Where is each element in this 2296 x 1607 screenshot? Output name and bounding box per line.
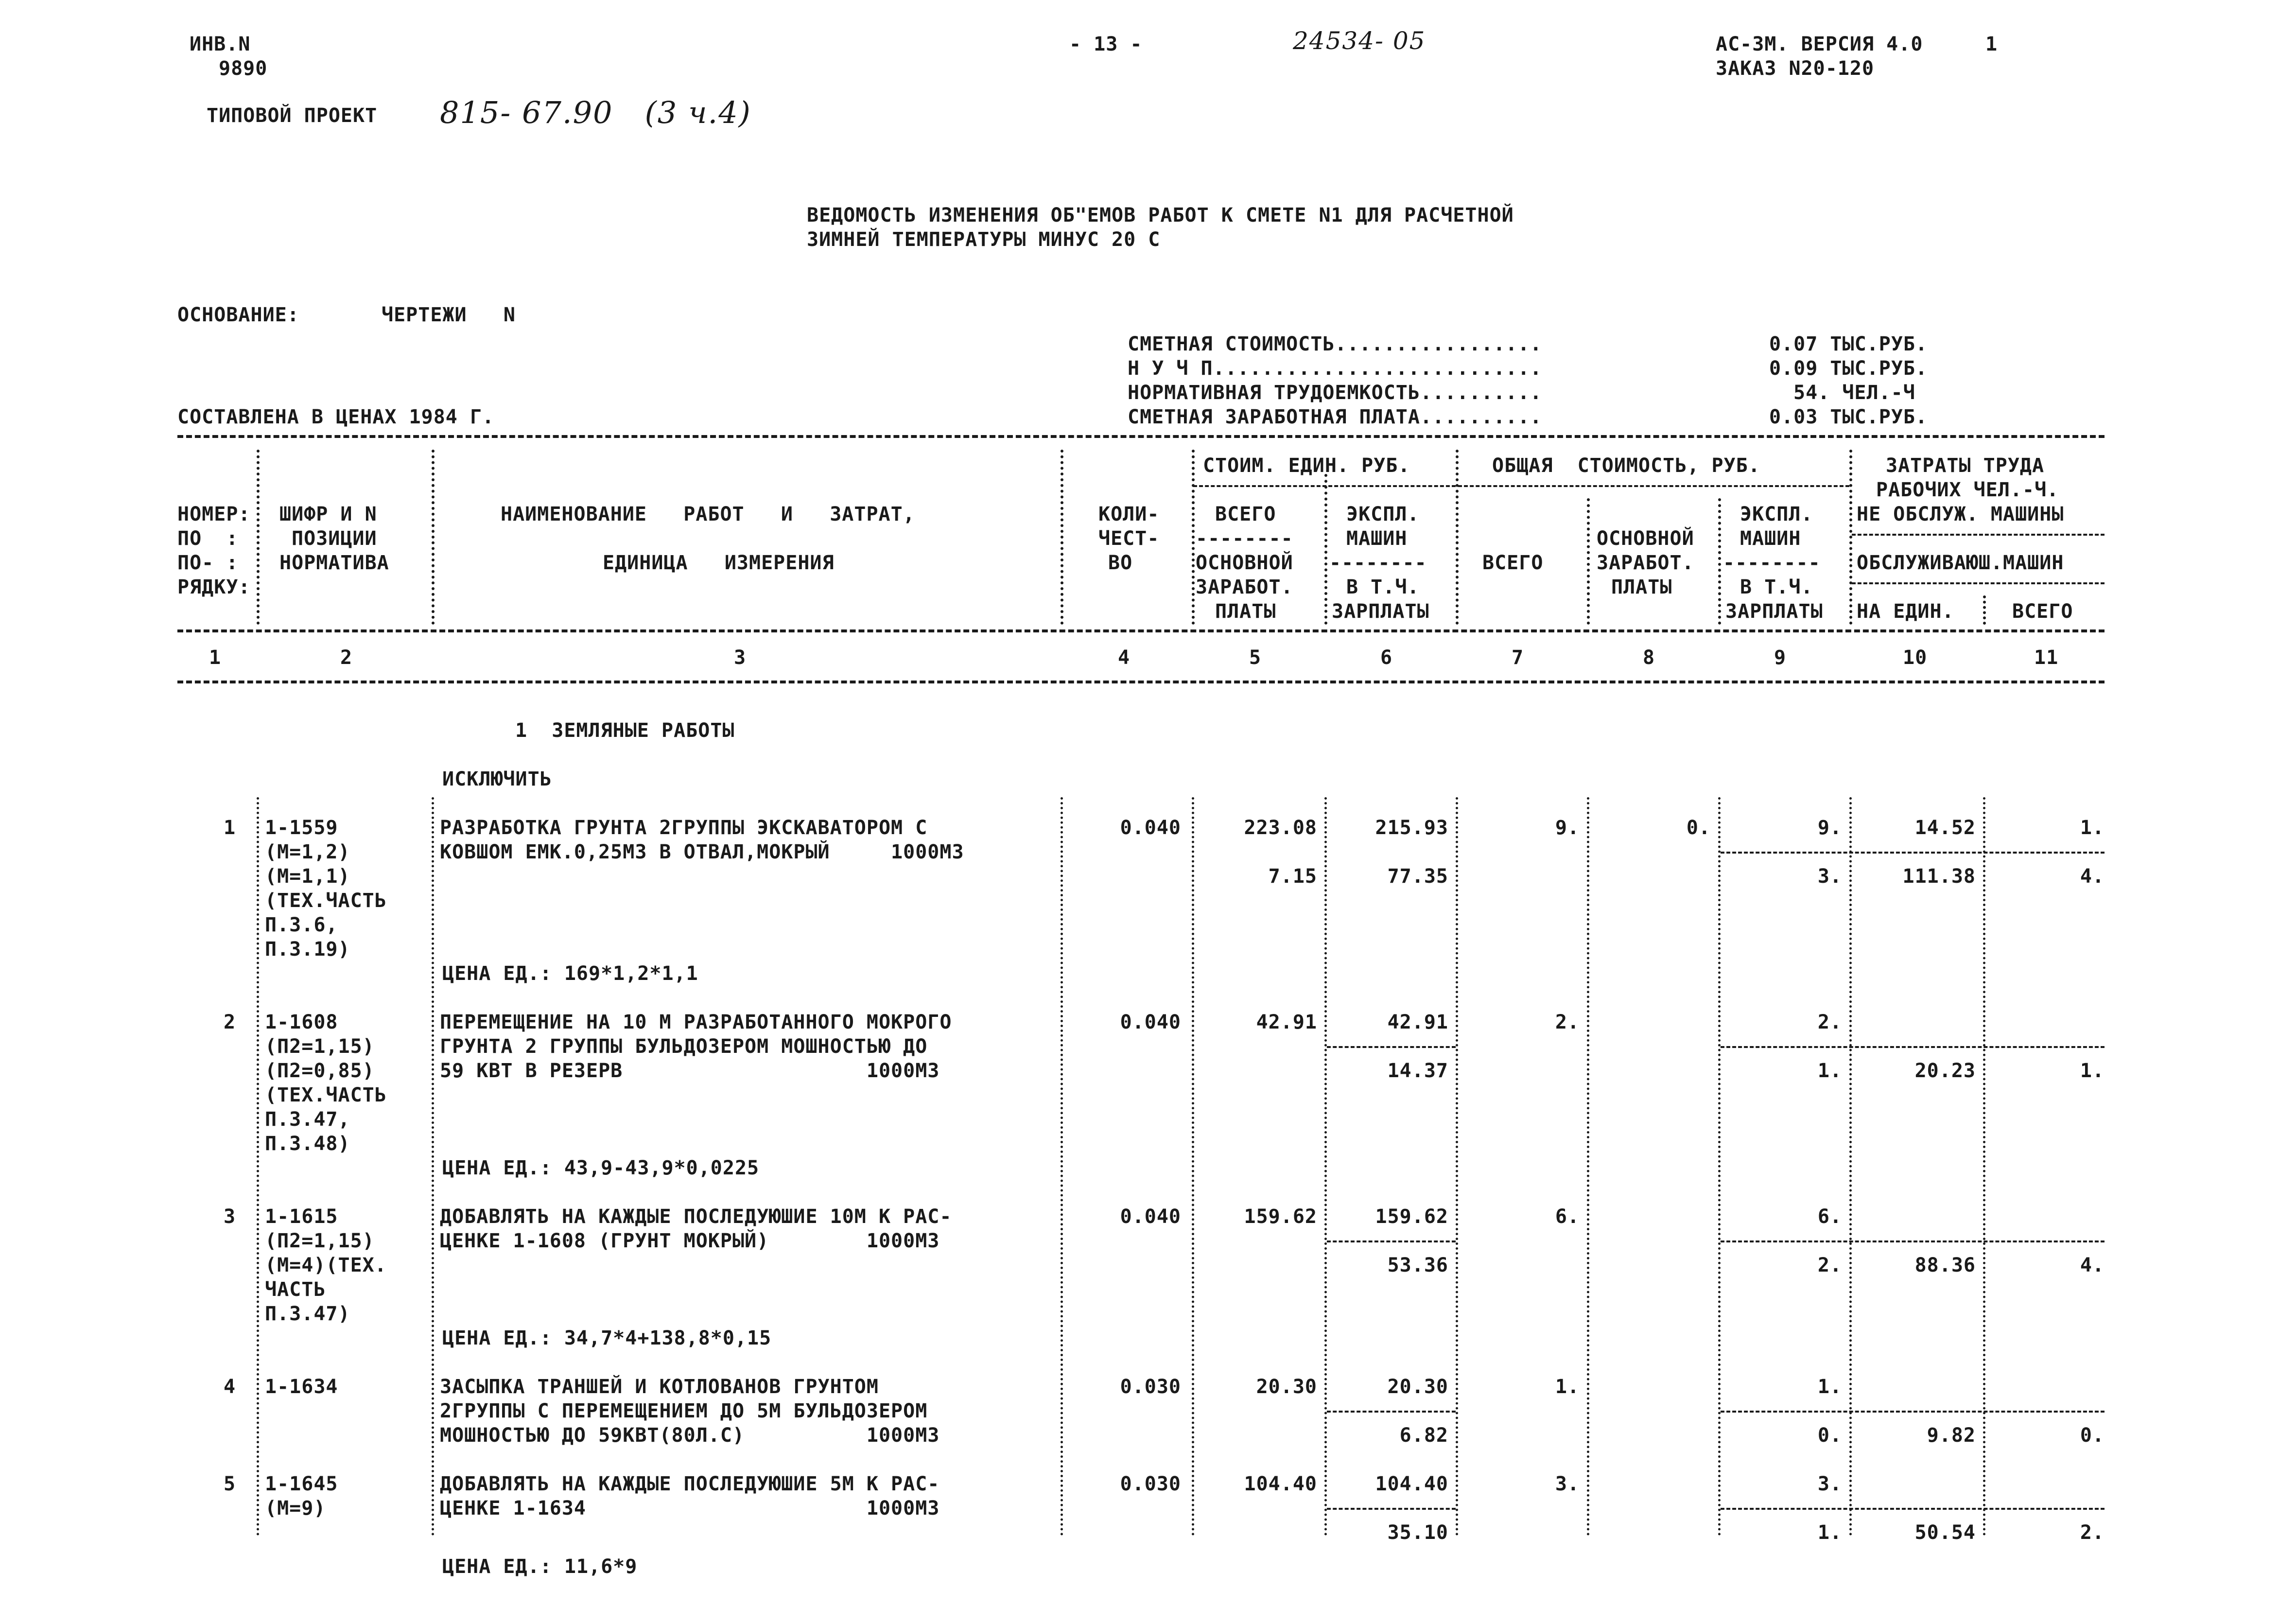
row-code: П.3.6, [265, 914, 338, 936]
column-number: 8 [1643, 646, 1655, 669]
row-code: (М=1,2) [265, 841, 350, 863]
row-code: (П2=0,85) [265, 1060, 375, 1082]
column-number: 10 [1903, 646, 1928, 669]
row-total: 1. [1555, 1376, 1580, 1398]
header-col1-line: ПО : [177, 527, 239, 550]
column-number: 1 [209, 646, 222, 669]
header-col6-line: В Т.Ч. [1346, 576, 1420, 598]
row-code: П.3.48) [265, 1133, 350, 1155]
sheet-number: 1 [1985, 33, 1998, 55]
row-work-name: 59 КВТ В РЕЗЕРВ 1000М3 [440, 1060, 940, 1082]
section-title: 1 ЗЕМЛЯНЫЕ РАБОТЫ [515, 719, 735, 742]
column-divider [1718, 797, 1721, 1536]
header-col5-line: ВСЕГО [1215, 503, 1276, 525]
column-divider [1456, 797, 1458, 1536]
column-number: 11 [2034, 646, 2059, 669]
row-code: П.3.47) [265, 1303, 350, 1325]
cell-divider [1721, 1240, 2105, 1242]
basis-label: ОСНОВАНИЕ: [177, 304, 299, 326]
row-code: ЧАСТЬ [265, 1278, 326, 1301]
row-number: 2 [224, 1011, 236, 1033]
header-col2-line: ПОЗИЦИИ [292, 527, 377, 550]
column-divider [1983, 797, 1985, 1536]
prices-label: СОСТАВЛЕНА В ЦЕНАХ 1984 Г. [177, 406, 495, 428]
column-number: 4 [1118, 646, 1131, 669]
row-code: 1-1645 [265, 1473, 338, 1495]
summary-value: 54. ЧЕЛ.-Ч [1793, 382, 1915, 404]
row-total: 9. [1555, 817, 1580, 839]
column-divider [257, 450, 260, 625]
row-code: (П2=1,15) [265, 1230, 375, 1252]
row-code: (ТЕХ.ЧАСТЬ [265, 890, 387, 912]
row-quantity: 0.040 [1120, 817, 1181, 839]
subheader-rule [1852, 582, 2105, 584]
header-labor-group: ЗАТРАТЫ ТРУДА [1886, 454, 2045, 477]
column-divider [1324, 797, 1327, 1536]
subheader-rule [1193, 485, 1456, 487]
header-col5-line: ПЛАТЫ [1215, 600, 1276, 623]
row-quantity: 0.040 [1120, 1011, 1181, 1033]
header-col7: ВСЕГО [1482, 552, 1544, 574]
row-number: 4 [224, 1376, 236, 1398]
project-label: ТИПОВОЙ ПРОЕКТ [207, 105, 378, 127]
column-divider [1061, 797, 1063, 1536]
column-divider [1587, 498, 1590, 625]
row-total-wages: 0. [1686, 817, 1711, 839]
row-code: (П2=1,15) [265, 1035, 375, 1058]
header-col5-line: -------- [1196, 527, 1293, 550]
summary-label: СМЕТНАЯ ЗАРАБОТНАЯ ПЛАТА.......... [1128, 406, 1542, 428]
row-total: 3. [1555, 1473, 1580, 1495]
row-work-name: ЦЕНКЕ 1-1634 1000М3 [440, 1497, 940, 1520]
row-code: 1-1634 [265, 1376, 338, 1398]
row-unit-machines: 20.30 [1387, 1376, 1448, 1398]
row-work-name: КОВШОМ ЕМК.0,25М3 В ОТВАЛ,МОКРЫЙ 1000М3 [440, 841, 964, 863]
summary-value: 0.03 ТЫС.РУБ. [1769, 406, 1928, 428]
document-title-line2: ЗИМНЕЙ ТЕМПЕРАТУРЫ МИНУС 20 С [807, 228, 1161, 251]
row-labor-machines-total: 2. [2080, 1521, 2105, 1544]
header-rule-middle [177, 629, 2105, 632]
row-total-machines: 2. [1817, 1011, 1842, 1033]
cell-divider [1721, 852, 2105, 854]
cell-divider [1327, 1240, 1456, 1242]
cell-divider [1721, 1046, 2105, 1048]
column-divider [1849, 450, 1852, 625]
row-work-name: РАЗРАБОТКА ГРУНТА 2ГРУППЫ ЭКСКАВАТОРОМ С [440, 817, 928, 839]
row-unit-total: 42.91 [1256, 1011, 1317, 1033]
row-total-machines: 9. [1817, 817, 1842, 839]
header-col2-line: НОРМАТИВА [279, 552, 389, 574]
header-col6-line: ЗАРПЛАТЫ [1332, 600, 1429, 623]
row-total: 2. [1555, 1011, 1580, 1033]
row-labor-machines-total: 0. [2080, 1424, 2105, 1447]
cell-divider [1327, 1411, 1456, 1413]
page-mark: - 13 - [1069, 33, 1143, 55]
row-unit-total: 104.40 [1244, 1473, 1317, 1495]
inventory-label: ИНВ.N [190, 33, 251, 55]
column-divider [1849, 797, 1852, 1536]
column-divider [1192, 797, 1194, 1536]
row-quantity: 0.030 [1120, 1376, 1181, 1398]
row-code: (М=9) [265, 1497, 326, 1520]
row-unit-machines: 159.62 [1375, 1205, 1448, 1228]
row-labor-per-unit: 14.52 [1914, 817, 1976, 839]
summary-value: 0.09 ТЫС.РУБ. [1769, 357, 1928, 380]
row-number: 3 [224, 1205, 236, 1228]
row-unit-price: ЦЕНА ЕД.: 34,7*4+138,8*0,15 [442, 1327, 772, 1349]
row-code: 1-1608 [265, 1011, 338, 1033]
row-code: 1-1559 [265, 817, 338, 839]
row-labor-machines-per-unit: 88.36 [1914, 1254, 1976, 1276]
header-col5-line: ЗАРАБОТ. [1196, 576, 1293, 598]
header-col8-line: ОСНОВНОЙ [1597, 527, 1694, 550]
column-divider [1587, 797, 1589, 1536]
row-code: (М=1,1) [265, 865, 350, 888]
header-col2-line: ШИФР И N [279, 503, 377, 525]
document-title-line1: ВЕДОМОСТЬ ИЗМЕНЕНИЯ ОБ"ЕМОВ РАБОТ К СМЕТЕ N1 ДЛЯ РАСЧЕТНОЙ [807, 204, 1514, 227]
row-labor-total: 1. [2080, 817, 2105, 839]
cell-divider [1327, 1508, 1456, 1510]
row-labor-machines-per-unit: 9.82 [1927, 1424, 1976, 1447]
handwritten-code: 24534- 05 [1293, 27, 1426, 55]
summary-label: Н У Ч П........................... [1128, 357, 1542, 380]
row-total-machine-wages: 3. [1817, 865, 1842, 888]
row-unit-machines: 215.93 [1375, 817, 1448, 839]
header-col9-line: ЗАРПЛАТЫ [1725, 600, 1823, 623]
row-unit-machines: 42.91 [1387, 1011, 1448, 1033]
column-divider [1061, 450, 1063, 625]
row-work-name: ДОБАВЛЯТЬ НА КАЖДЫЕ ПОСЛЕДУЮШИЕ 10М К РАС- [440, 1205, 952, 1228]
row-labor-machines-total: 1. [2080, 1060, 2105, 1082]
row-total-machine-wages: 1. [1817, 1060, 1842, 1082]
basis-value: ЧЕРТЕЖИ N [382, 304, 516, 326]
summary-label: НОРМАТИВНАЯ ТРУДОЕМКОСТЬ.......... [1128, 382, 1542, 404]
header-col8-line: ЗАРАБОТ. [1597, 552, 1694, 574]
subheader-rule [1852, 534, 2105, 536]
row-code: П.3.19) [265, 938, 350, 961]
row-unit-machine-wages: 53.36 [1387, 1254, 1448, 1276]
row-total-machines: 3. [1817, 1473, 1842, 1495]
order-label: ЗАКАЗ N20-120 [1716, 57, 1875, 80]
row-unit-machine-wages: 35.10 [1387, 1521, 1448, 1544]
header-col9-line: В Т.Ч. [1740, 576, 1813, 598]
column-number: 7 [1512, 646, 1524, 669]
row-quantity: 0.040 [1120, 1205, 1181, 1228]
header-col4-line: ВО [1108, 552, 1133, 574]
summary-value: 0.07 ТЫС.РУБ. [1769, 333, 1928, 355]
row-number: 1 [224, 817, 236, 839]
row-unit-total: 223.08 [1244, 817, 1317, 839]
row-total-machine-wages: 1. [1817, 1521, 1842, 1544]
header-rule-top [177, 435, 2105, 438]
row-unit-machine-wages: 77.35 [1387, 865, 1448, 888]
cell-divider [1721, 1411, 2105, 1413]
row-unit-machine-wages: 6.82 [1399, 1424, 1448, 1447]
row-unit-wages: 7.15 [1268, 865, 1317, 888]
row-number: 5 [224, 1473, 236, 1495]
header-col3-unit: ЕДИНИЦА ИЗМЕРЕНИЯ [603, 552, 835, 574]
cell-divider [1327, 1046, 1456, 1048]
column-number: 3 [734, 646, 747, 669]
row-unit-price: ЦЕНА ЕД.: 169*1,2*1,1 [442, 962, 698, 985]
column-number: 6 [1380, 646, 1393, 669]
row-unit-total: 20.30 [1256, 1376, 1317, 1398]
header-col10: НА ЕДИН. [1857, 600, 1954, 623]
header-col4-line: ЧЕСТ- [1098, 527, 1160, 550]
row-total-machines: 6. [1817, 1205, 1842, 1228]
row-unit-price: ЦЕНА ЕД.: 11,6*9 [442, 1555, 638, 1578]
column-divider [1983, 595, 1986, 625]
row-labor-machines-per-unit: 20.23 [1914, 1060, 1976, 1082]
header-labor-sub2: ОБСЛУЖИВАЮШ.МАШИН [1857, 552, 2064, 574]
column-divider [257, 797, 259, 1536]
row-work-name: ЦЕНКЕ 1-1608 (ГРУНТ МОКРЫЙ) 1000М3 [440, 1230, 940, 1252]
column-divider [1192, 450, 1195, 625]
header-rule-bottom [177, 681, 2105, 683]
cell-divider [1721, 1508, 2105, 1510]
header-labor-group: РАБОЧИХ ЧЕЛ.-Ч. [1876, 479, 2059, 501]
header-col6-line: ЭКСПЛ. [1346, 503, 1420, 525]
row-labor-machines-total: 4. [2080, 1254, 2105, 1276]
header-col3-name: НАИМЕНОВАНИЕ РАБОТ И ЗАТРАТ, [501, 503, 915, 525]
section-note: ИСКЛЮЧИТЬ [442, 768, 552, 790]
header-unit-cost-group: СТОИМ. ЕДИН. РУБ. [1203, 454, 1410, 477]
row-work-name: ГРУНТА 2 ГРУППЫ БУЛЬДОЗЕРОМ МОШНОСТЬЮ ДО [440, 1035, 928, 1058]
row-total: 6. [1555, 1205, 1580, 1228]
header-labor-sub1: НЕ ОБСЛУЖ. МАШИНЫ [1857, 503, 2064, 525]
row-total-machine-wages: 2. [1817, 1254, 1842, 1276]
header-col9-line: МАШИН [1740, 527, 1801, 550]
row-labor-machines-total: 4. [2080, 865, 2105, 888]
header-col11: ВСЕГО [2012, 600, 2073, 623]
row-unit-total: 159.62 [1244, 1205, 1317, 1228]
header-col5-line: ОСНОВНОЙ [1196, 552, 1293, 574]
header-total-cost-group: ОБЩАЯ СТОИМОСТЬ, РУБ. [1492, 454, 1760, 477]
row-unit-machines: 104.40 [1375, 1473, 1448, 1495]
row-work-name: ПЕРЕМЕЩЕНИЕ НА 10 М РАЗРАБОТАННОГО МОКРОГО [440, 1011, 952, 1033]
row-work-name: ЗАСЫПКА ТРАНШЕЙ И КОТЛОВАНОВ ГРУНТОМ [440, 1376, 879, 1398]
row-unit-price: ЦЕНА ЕД.: 43,9-43,9*0,0225 [442, 1157, 760, 1179]
row-total-machines: 1. [1817, 1376, 1842, 1398]
row-work-name: ДОБАВЛЯТЬ НА КАЖДЫЕ ПОСЛЕДУЮШИЕ 5М К РАС- [440, 1473, 940, 1495]
column-divider [1456, 450, 1459, 625]
column-number: 9 [1774, 646, 1787, 669]
project-handwritten: 815- 67.90 (3 ч.4) [440, 95, 751, 130]
header-col1-line: ПО- : [177, 552, 239, 574]
column-divider [1718, 498, 1721, 625]
header-col8-line: ПЛАТЫ [1611, 576, 1672, 598]
row-quantity: 0.030 [1120, 1473, 1181, 1495]
header-col6-line: -------- [1329, 552, 1427, 574]
header-col6-line: МАШИН [1346, 527, 1408, 550]
header-col9-line: -------- [1723, 552, 1821, 574]
row-code: (ТЕХ.ЧАСТЬ [265, 1084, 387, 1106]
row-unit-machine-wages: 14.37 [1387, 1060, 1448, 1082]
inventory-number: 9890 [219, 57, 268, 80]
header-col9-line: ЭКСПЛ. [1740, 503, 1813, 525]
row-labor-machines-per-unit: 111.38 [1902, 865, 1976, 888]
column-number: 5 [1249, 646, 1262, 669]
system-label: АС-3М. ВЕРСИЯ 4.0 [1716, 33, 1923, 55]
column-divider [432, 797, 434, 1536]
header-col1-line: РЯДКУ: [177, 576, 251, 598]
column-divider [432, 450, 435, 625]
header-col4-line: КОЛИ- [1098, 503, 1160, 525]
summary-label: СМЕТНАЯ СТОИМОСТЬ................. [1128, 333, 1542, 355]
row-code: П.3.47, [265, 1108, 350, 1131]
row-work-name: МОШНОСТЬЮ ДО 59КВТ(80Л.С) 1000М3 [440, 1424, 940, 1447]
row-code: (М=4)(ТЕХ. [265, 1254, 387, 1276]
column-divider [1324, 474, 1327, 625]
header-col1-line: НОМЕР: [177, 503, 251, 525]
row-work-name: 2ГРУППЫ С ПЕРЕМЕЩЕНИЕМ ДО 5М БУЛЬДОЗЕРОМ [440, 1400, 928, 1422]
row-total-machine-wages: 0. [1817, 1424, 1842, 1447]
row-labor-machines-per-unit: 50.54 [1914, 1521, 1976, 1544]
column-number: 2 [340, 646, 353, 669]
subheader-rule [1458, 485, 1849, 487]
row-code: 1-1615 [265, 1205, 338, 1228]
